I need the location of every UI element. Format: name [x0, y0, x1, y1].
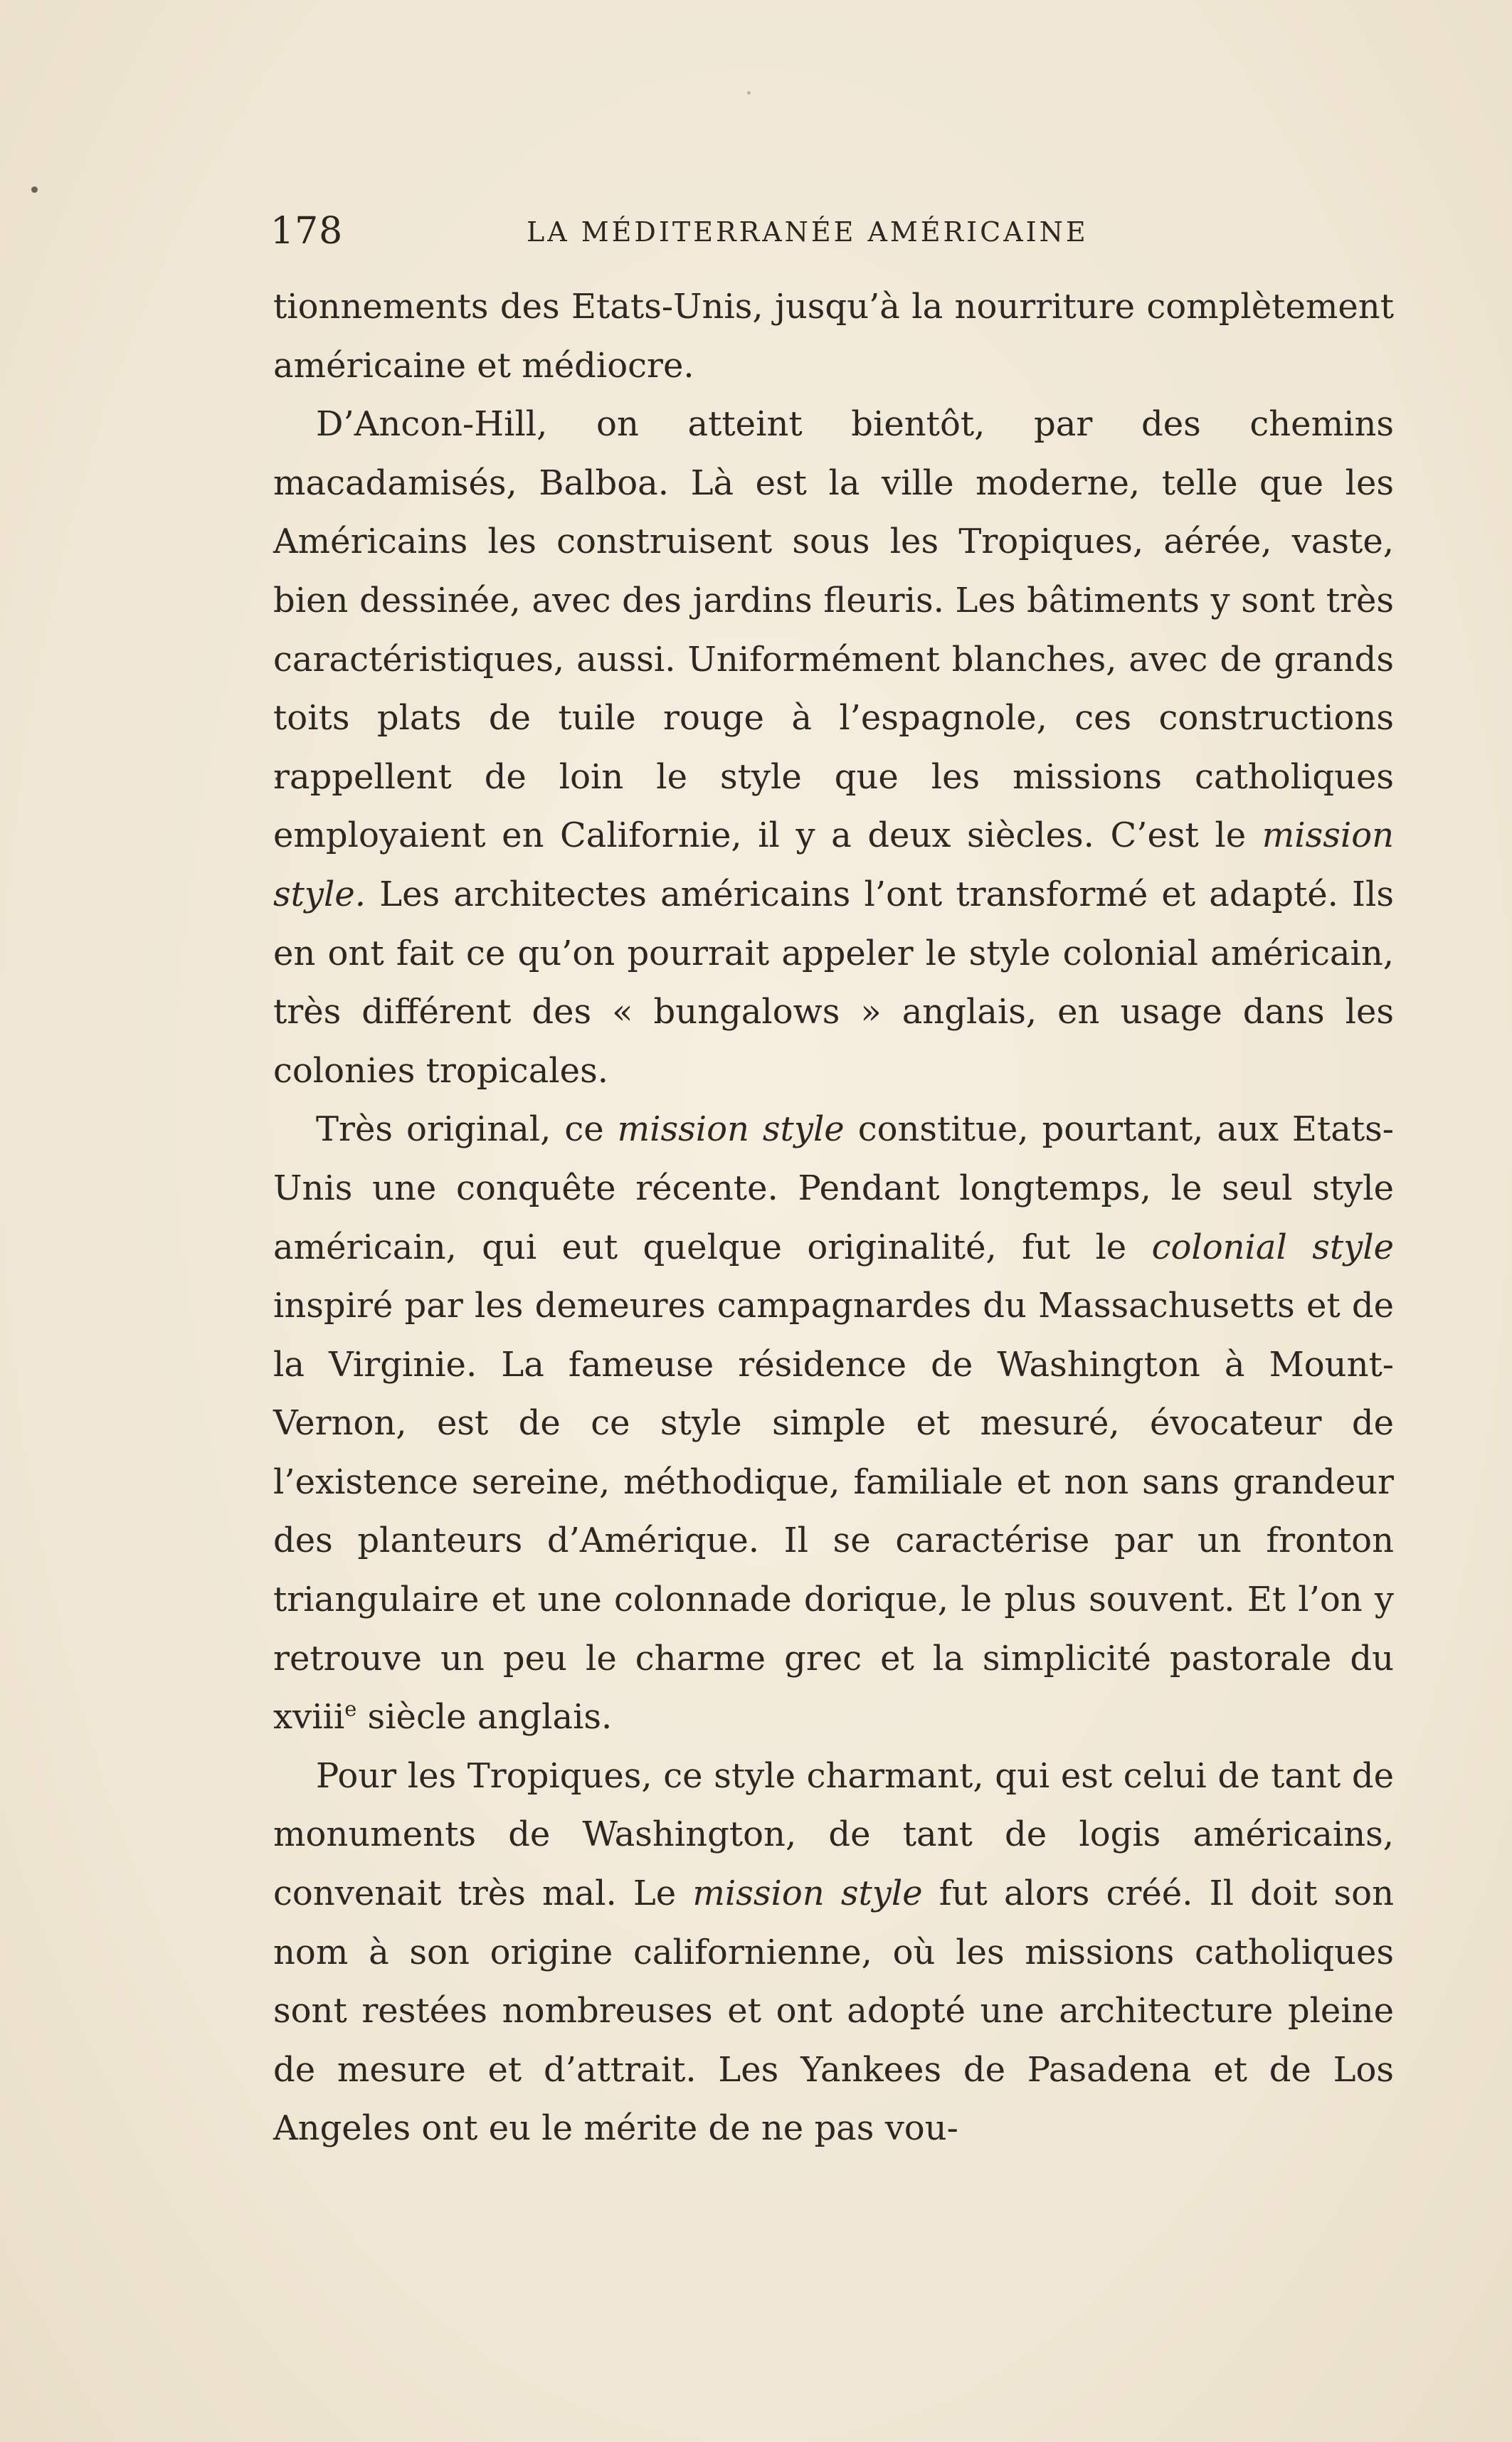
century-numeral: xviii [273, 1697, 345, 1738]
paragraph-text: Très original, ce [316, 1109, 618, 1150]
paragraph-text: Pour les Tropiques, ce style charmant, qui est celui de tant de monuments de Washington, de tant de logis américains, convenait très mal. Le [273, 1755, 1394, 1914]
paragraph-text: Les architectes américains l’ont transformé et adapté. Ils en ont fait ce qu’on pourrait appeler le style colonial américain, très différent des « bungalows » anglais, en usage dans les colonies tropicales. [273, 874, 1394, 1091]
paragraph-text: D’Ancon-Hill, on atteint bientôt, par des chemins macadamisés, Balboa. Là est la ville moderne, telle que les Américains les construisent sous les Tropiques, aérée, vaste, bien dessinée, avec des jardins fleuris. Les bâtiments y sont très caractéristiques, aussi. Uniformément blanches, avec de grands toits plats de tuile rouge à l’espagnole, ces constructions rappellent de loin le style que les missions catholiques employaient en Californie, il y a deux siècles. C’est le [273, 404, 1394, 856]
body-text [273, 278, 1394, 2158]
ink-speck [747, 91, 751, 95]
italic-term: mission style [692, 1873, 923, 1914]
paragraph-text: inspiré par les demeures campagnardes du Massachusetts et de la Virginie. La fameuse résidence de Washington à Mount-Vernon, est de ce style simple et mesuré, évocateur de l’existence sereine, méthodique, familiale et non sans grandeur des planteurs d’Amérique. Il se caractérise par un fronton triangulaire et une colonnade dorique, le plus souvent. Et l’on y retrouve un peu le charme grec et la simplicité pastorale du [273, 1286, 1394, 1679]
paragraph-text: siècle anglais. [356, 1697, 613, 1738]
paragraph-text: fut alors créé. Il doit son nom à son origine californienne, où les missions catholiques sont restées nombreuses et ont adopté une architecture pleine de mesure et d’attrait. Les Yankees de Pasadena et de Los Angeles ont eu le mérite de ne pas vou- [273, 1873, 1394, 2149]
ink-speck [31, 186, 38, 193]
book-title: LA MÉDITERRANÉE AMÉRICAINE [527, 216, 1089, 248]
italic-term: mission style. [273, 815, 1394, 914]
paragraph [273, 1100, 1394, 1747]
italic-term: colonial style [1151, 1227, 1394, 1267]
paragraph [273, 1747, 1394, 2158]
paragraph [273, 395, 1394, 1100]
paragraph-text: constitue, pourtant, aux Etats-Unis une conquête récente. Pendant longtemps, le seul style américain, qui eut quelque originalité, fut le [273, 1109, 1394, 1267]
paragraph [273, 278, 1394, 395]
page-number: 178 [270, 210, 344, 253]
century-superscript: e [344, 1696, 357, 1721]
paragraph-text: tionnements des Etats-Unis, jusqu’à la nourriture complètement américaine et médiocre. [273, 287, 1394, 386]
running-head [270, 206, 1409, 256]
italic-term: mission style [617, 1109, 845, 1150]
